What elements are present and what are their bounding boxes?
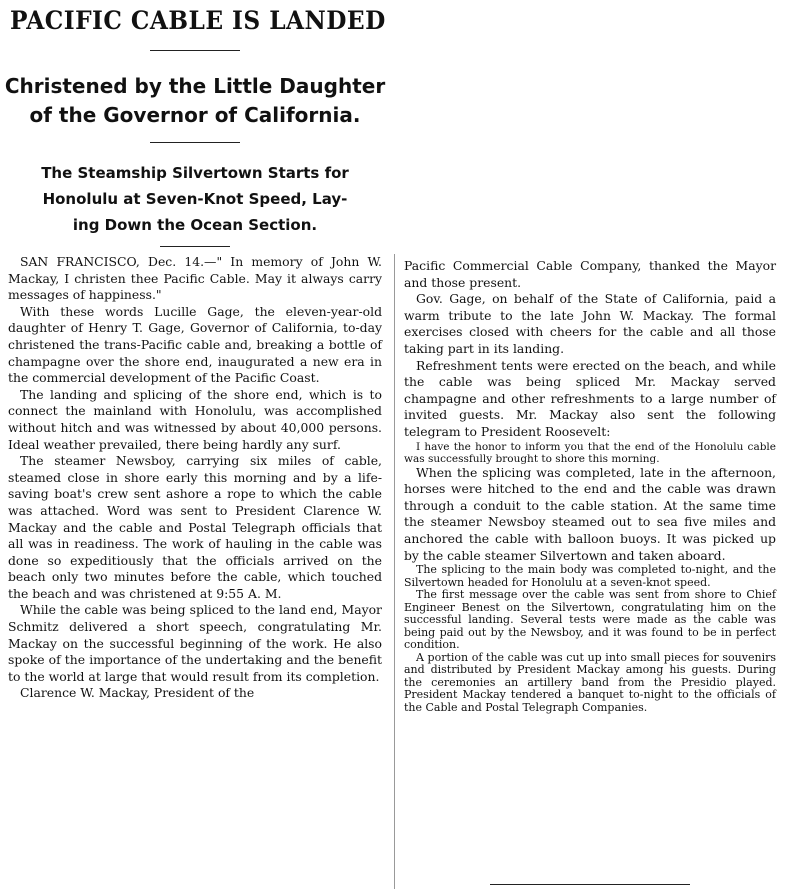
headline: PACIFIC CABLE IS LANDED	[10, 6, 386, 35]
paragraph: While the cable was being spliced to the land end, Mayor Schmitz delivered a short speech, congratulating Mr. Mackay on the successful beginning of the work. He also spoke of the importance of the undertaking and the benefit to the world at large that would result from its completion.	[8, 602, 382, 684]
deck-line-3: ing Down the Ocean Section.	[72, 216, 318, 234]
headline-rule	[150, 50, 240, 51]
deck-rule	[160, 246, 230, 247]
subhead-line-2: of the Governor of California.	[29, 103, 361, 127]
paragraph: The landing and splicing of the shore end, which is to connect the mainland with Honolulu, was accomplished without hitch and was witnessed by about 40,000 persons. Ideal weather prevailed, there being hardly any surf.	[8, 386, 382, 452]
telegram-text: I have the honor to inform you that the end of the Honolulu cable was successfully brought to shore this morning.	[404, 440, 776, 465]
deck-line-2: Honolulu at Seven-Knot Speed, Lay-	[42, 190, 348, 208]
paragraph: Refreshment tents were erected on the beach, and while the cable was being spliced Mr. Mackay served champagne and other refreshments to a large number of invited guests. Mr. Mackay also sent the following telegram to President Roosevelt:	[404, 357, 776, 439]
subhead-line-1: Christened by the Little Daughter	[4, 74, 386, 98]
deck	[0, 160, 390, 238]
end-rule	[490, 884, 690, 885]
paragraph: SAN FRANCISCO, Dec. 14.—" In memory of John W. Mackay, I christen thee Pacific Cable. May it always carry messages of happiness."	[8, 254, 382, 303]
paragraph: A portion of the cable was cut up into small pieces for souvenirs and distributed by President Mackay among his guests. During the ceremonies an artillery band from the Presidio played. President Mackay tendered a banquet to-night to the officials of the Cable and Postal Telegraph Companies.	[404, 650, 776, 714]
right-column	[404, 258, 776, 714]
paragraph: The first message over the cable was sent from shore to Chief Engineer Benest on the Silvertown, congratulating him on the successful landing. Several tests were made as the cable was being paid out by the Newsboy, and it was found to be in perfect condition.	[404, 588, 776, 652]
paragraph: Clarence W. Mackay, President of the	[20, 685, 255, 701]
column-separator	[394, 254, 395, 889]
paragraph: When the splicing was completed, late in the afternoon, horses were hitched to the end and the cable was drawn through a conduit to the cable station. At the same time the steamer Newsboy steamed out to sea five miles and anchored the cable with balloon buoys. It was picked up by the cable steamer Silvertown and taken aboard.	[404, 464, 776, 563]
paragraph: The splicing to the main body was completed to-night, and the Silvertown headed for Honolulu at a seven-knot speed.	[404, 563, 776, 589]
subhead	[0, 72, 390, 130]
paragraph: The steamer Newsboy, carrying six miles of cable, steamed close in shore early this morning and by a life-saving boat's crew sent ashore a rope to which the cable was attached. Word was sent to President Clarence W. Mackay and the cable and Postal Telegraph officials that all was in readiness. The work of hauling in the cable was done so expeditiously that the officials arrived on the beach only two minutes before the cable, which touched the beach and was christened at 9:55 A. M.	[8, 453, 382, 601]
left-column	[8, 254, 382, 702]
paragraph: With these words Lucille Gage, the eleven-year-old daughter of Henry T. Gage, Governor of California, to-day christened the trans-Pacific cable and, breaking a bottle of champagne over the shore end, inaugurated a new era in the commercial development of the Pacific Coast.	[8, 303, 382, 386]
subhead-rule	[150, 142, 240, 143]
paragraph: Pacific Commercial Cable Company, thanked the Mayor and those present.	[404, 258, 776, 290]
deck-line-1: The Steamship Silvertown Starts for	[41, 164, 349, 182]
paragraph: Gov. Gage, on behalf of the State of California, paid a warm tribute to the late John W. Mackay. The formal exercises closed with cheers for the cable and all those taking part in its landing.	[404, 291, 776, 356]
